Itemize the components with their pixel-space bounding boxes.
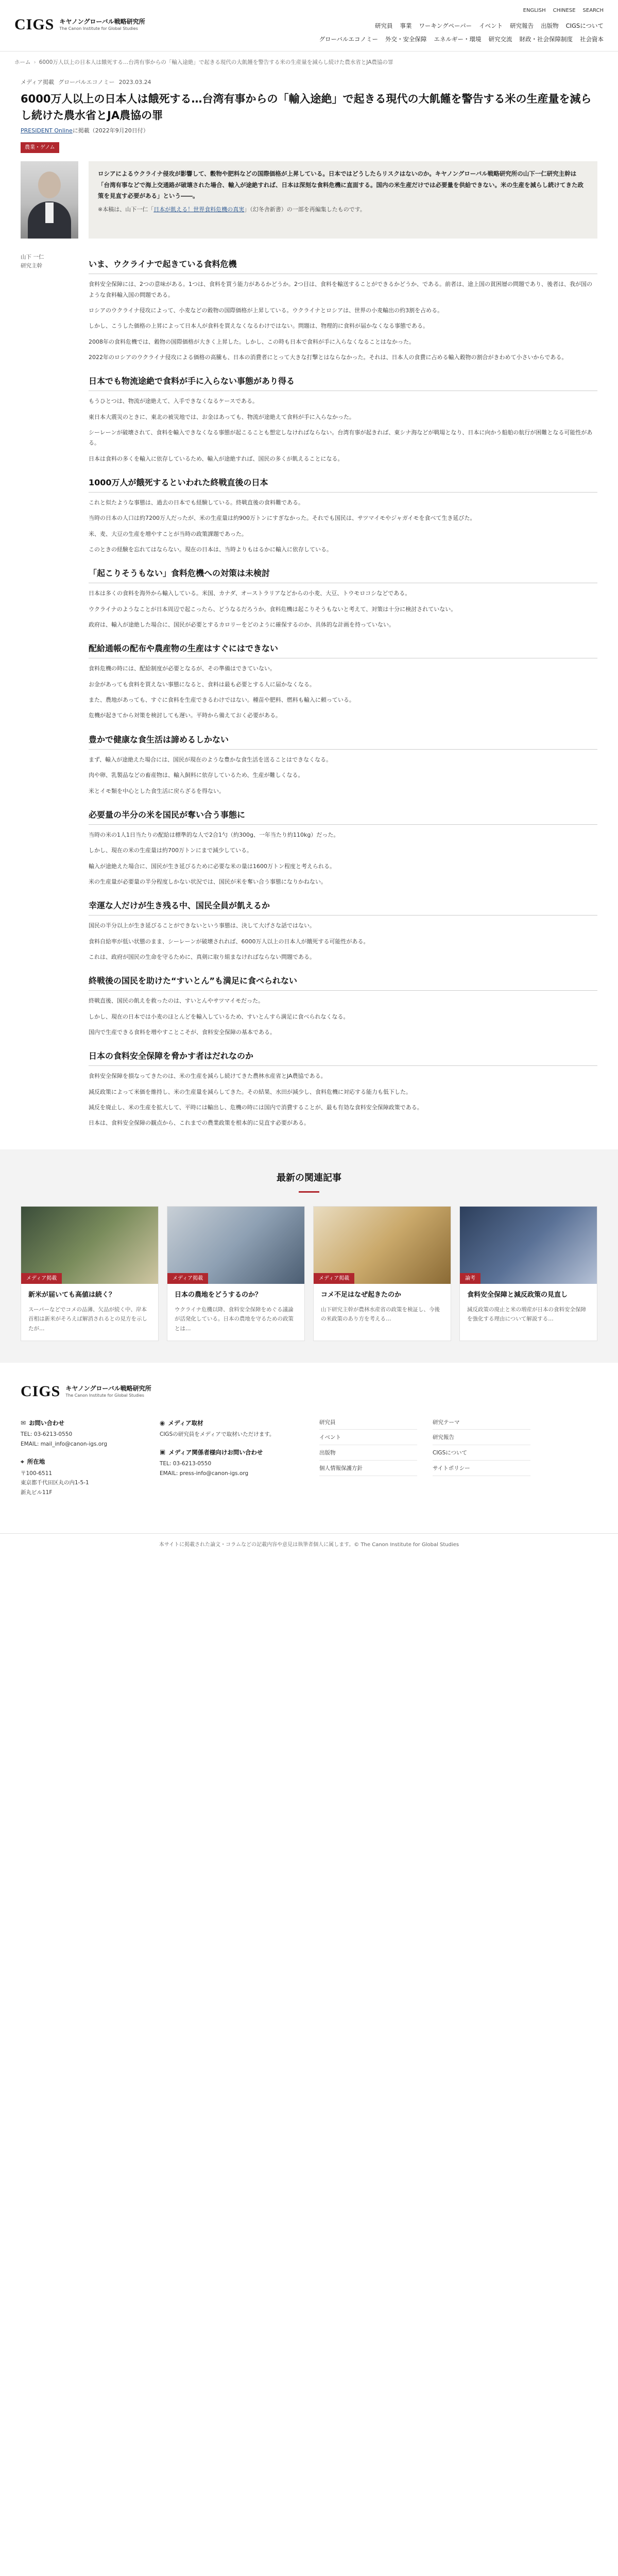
card-tag: メディア掲載 bbox=[21, 1273, 62, 1284]
article bbox=[21, 73, 597, 1129]
press-head[interactable]: メディア関係者様向けお問い合わせ bbox=[168, 1448, 263, 1456]
section-paragraph: 米とイモ類を中心とした食生活に戻らざるを得ない。 bbox=[89, 787, 225, 794]
section-paragraph: 終戦直後、国民の飢えを救ったのは、すいとんやサツマイモだった。 bbox=[89, 997, 264, 1005]
author-title: 研究主幹 bbox=[21, 263, 42, 269]
section-heading: 必要量の半分の米を国民が奪い合う事態に bbox=[89, 808, 597, 825]
related-title-underline bbox=[299, 1191, 319, 1193]
note-prefix: ※本稿は、山下一仁「 bbox=[98, 206, 154, 213]
nav-about[interactable]: CIGSについて bbox=[565, 22, 604, 29]
related-card[interactable] bbox=[313, 1206, 451, 1341]
section-paragraph: 日本は多くの食料を海外から輸入している。米国、カナダ、オーストラリアなどからの小麦、大豆、トウモロコシなどである。 bbox=[89, 590, 411, 597]
search-link[interactable]: SEARCH bbox=[582, 8, 604, 13]
card-image bbox=[167, 1207, 304, 1284]
section-paragraph: もうひとつは、物流が途絶えて、入手できなくなるケースである。 bbox=[89, 398, 259, 405]
related-card[interactable] bbox=[459, 1206, 597, 1341]
abstract-note bbox=[98, 205, 588, 215]
section-paragraph: お金があっても食料を買えない事態になると、食料は最も必要とする人に届かなくなる。 bbox=[89, 681, 315, 688]
section-paragraph: 肉や卵、乳製品などの畜産物は、輸入飼料に依存しているため、生産が難しくなる。 bbox=[89, 772, 304, 779]
lang-links bbox=[523, 6, 604, 15]
card-tag: メディア掲載 bbox=[314, 1273, 354, 1284]
card-image bbox=[21, 1207, 158, 1284]
card-tag: メディア掲載 bbox=[167, 1273, 208, 1284]
address-head: 所在地 bbox=[27, 1458, 45, 1466]
card-title[interactable]: 新米が届いても高値は続く？ bbox=[28, 1291, 116, 1299]
site-logo[interactable] bbox=[14, 11, 145, 39]
location-icon: ⌖ bbox=[21, 1458, 24, 1465]
footer-media bbox=[160, 1418, 304, 1505]
mail-icon: ✉ bbox=[21, 1419, 26, 1427]
footer-logo-ja: キヤノングローバル戦略研究所 bbox=[65, 1385, 151, 1393]
topic-diplomacy[interactable]: 外交・安全保障 bbox=[385, 36, 427, 43]
card-text: スーパーなどでコメの品薄、欠品が続く中、岸本首相は新米がそろえば解消されるとの見方を示したが… bbox=[28, 1306, 147, 1332]
card-title[interactable]: 食料安全保障と減反政策の見直し bbox=[467, 1291, 568, 1299]
address-postal: 〒100-6511 bbox=[21, 1470, 53, 1477]
related-card[interactable] bbox=[167, 1206, 305, 1341]
topic-nav bbox=[319, 34, 604, 44]
section-paragraph: 2008年の食料危機では、穀物の国際価格が大きく上昇した。しかし、この時も日本で食料が手に入らなくなることはなかった。 bbox=[89, 338, 415, 345]
site-header bbox=[0, 0, 618, 52]
section-paragraph: 減反を廃止し、米の生産を拡大して、平時には輸出し、危機の時には国内で消費することが、最も有効な食料安全保障政策である。 bbox=[89, 1104, 423, 1111]
article-category[interactable]: メディア掲載 bbox=[21, 79, 55, 86]
lang-link-chinese[interactable]: CHINESE bbox=[553, 8, 576, 13]
section-paragraph: しかし、こうした価格の上昇によって日本人が食料を買えなくなるわけではない。問題は、物理的に食料が届かなくなる事態である。 bbox=[89, 323, 428, 330]
section-paragraph: 食料安全保障には、2つの意味がある。1つは、食料を買う能力があるかどうか。2つ目は、食料を輸送することができるかどうか、である。前者は、途上国の貧困層の問題であり、後者は、我が国のような食料輸入国の問題である。 bbox=[89, 281, 592, 298]
breadcrumb bbox=[0, 52, 618, 73]
note-suffix: 」（幻冬舎新書）の一部を再編集したものです。 bbox=[244, 206, 366, 213]
abstract-text: ロシアによるウクライナ侵攻が影響して、穀物や肥料などの国際価格が上昇している。日本ではどうしたらリスクはないのか。キヤノングローバル戦略研究所の山下一仁研究主幹は「台湾有事などで海上交通路が破壊された場合、輸入が途絶すれば、日本は深刻な食料危機に直面する。国内の米生産だけでは必要量を供給できない。米の生産を減らし続けてきた政策を見直す必要がある」という――。 bbox=[98, 170, 583, 199]
related-card[interactable] bbox=[21, 1206, 159, 1341]
logo-text bbox=[59, 18, 145, 31]
footer-link[interactable]: サイトポリシー bbox=[433, 1464, 530, 1476]
page-title: 6000万人以上の日本人は餓死する…台湾有事からの「輸入途絶」で起きる現代の大飢饉を警告する米の生産量を減らし続けた農水省とJA農協の罪 bbox=[21, 93, 592, 122]
section-heading: 終戦後の国民を助けた“すいとん”も満足に食べられない bbox=[89, 974, 597, 991]
related-title: 最新の関連記事 bbox=[277, 1172, 341, 1183]
main-nav bbox=[375, 21, 604, 31]
section-paragraph: 危機が起きてから対策を検討しても遅い。平時から備えておく必要がある。 bbox=[89, 712, 281, 719]
card-text: ウクライナ危機以降、食料安全保障をめぐる議論が活発化している。日本の農地を守るための政策とは… bbox=[175, 1306, 294, 1332]
contact-tel: TEL: 03-6213-0550 bbox=[21, 1431, 73, 1438]
section-paragraph: まず、輸入が途絶えた場合には、国民が現在のような豊かな食生活を送ることはできなくなる。 bbox=[89, 756, 332, 763]
card-title[interactable]: コメ不足はなぜ起きたのか bbox=[321, 1291, 402, 1299]
section-paragraph: しかし、現在の日本では小麦のほとんどを輸入しているため、すいとんすら満足に食べられなくなる。 bbox=[89, 1013, 349, 1020]
section-paragraph: 2022年のロシアのウクライナ侵攻による価格の高騰も、日本の消費者にとって大きな打撃とはならなかった。それは、日本人の食費に占める輸入穀物の割合がきわめて小さいからである。 bbox=[89, 353, 568, 361]
media-head[interactable]: メディア取材 bbox=[168, 1419, 203, 1427]
section-paragraph: 米の生産量が必要量の半分程度しかない状況では、国民が米を奪い合う事態になりかねない。 bbox=[89, 878, 327, 885]
nav-researchers[interactable]: 研究員 bbox=[375, 22, 393, 29]
address-line2: 新丸ビル11F bbox=[21, 1489, 53, 1496]
section-paragraph: シーレーンが破壊されて、食料を輸入できなくなる事態が起こることも想定しなければならない。台湾有事が起きれば、東シナ海などが戦場となり、日本に向かう船舶の航行が困難となる可能性がある。 bbox=[89, 429, 593, 447]
section-paragraph: ウクライナのようなことが日本周辺で起こったら、どうなるだろうか。食料危機は起こりそうもないと考えて、対策は十分に検討されていない。 bbox=[89, 605, 457, 613]
section-heading: 日本でも物流途絶で食料が手に入らない事態があり得る bbox=[89, 374, 597, 391]
footer-logo-mark: CIGS bbox=[21, 1383, 61, 1400]
topic-fiscal[interactable]: 財政・社会保障制度 bbox=[519, 36, 573, 43]
related-section bbox=[0, 1149, 618, 1363]
media-text: CIGSの研究員をメディアで取材いただけます。 bbox=[160, 1431, 275, 1438]
section-paragraph: また、農地があっても、すぐに食料を生産できるわけではない。種苗や肥料、燃料も輸入に頼っている。 bbox=[89, 697, 355, 704]
section-paragraph: 食料安全保障を損なってきたのは、米の生産を減らし続けてきた農林水産省とJA農協である。 bbox=[89, 1073, 327, 1080]
footer-link[interactable]: 研究員 bbox=[319, 1418, 417, 1430]
logo-mark: CIGS bbox=[14, 16, 55, 33]
article-field[interactable]: グローバルエコノミー bbox=[58, 79, 115, 86]
card-title[interactable]: 日本の農地をどうするのか？ bbox=[175, 1291, 262, 1299]
topic-infrastructure[interactable]: 社会資本 bbox=[580, 36, 604, 43]
address-line1: 東京都千代田区丸の内1-5-1 bbox=[21, 1480, 89, 1486]
abstract-box bbox=[89, 161, 597, 239]
section-heading: 1000万人が餓死するといわれた終戦直後の日本 bbox=[89, 476, 597, 493]
card-text: 減反政策の廃止と米の増産が日本の食料安全保障を強化する理由について解説する… bbox=[467, 1306, 586, 1323]
section-paragraph: 減反政策によって米価を維持し、米の生産量を減らしてきた。その結果、水田が減少し、食料危機に対応する能力も低下した。 bbox=[89, 1088, 411, 1095]
nav-working-papers[interactable]: ワーキングペーパー bbox=[419, 22, 472, 29]
section-paragraph: 輸入が途絶えた場合に、国民が生き延びるために必要な米の量は1600万トン程度と考えられる。 bbox=[89, 862, 335, 870]
section-heading: 幸運な人だけが生き残る中、国民全員が飢えるか bbox=[89, 899, 597, 916]
lang-link-english[interactable]: ENGLISH bbox=[523, 8, 546, 13]
section-heading: 豊かで健康な食生活は諦めるしかない bbox=[89, 733, 597, 750]
camera-icon: ◉ bbox=[160, 1419, 165, 1427]
section-paragraph: ロシアのウクライナ侵攻によって、小麦などの穀物の国際価格が上昇している。ウクライナとロシアは、世界の小麦輸出の約3割を占める。 bbox=[89, 307, 443, 314]
footer-logo[interactable] bbox=[21, 1378, 597, 1405]
topic-tag[interactable]: 農業・ゲノム bbox=[21, 142, 59, 154]
nav-publications[interactable]: 出版物 bbox=[541, 22, 559, 29]
card-text: 山下研究主幹が農林水産省の政策を検証し、今後の米政策のあり方を考える… bbox=[321, 1306, 440, 1323]
breadcrumb-home[interactable]: ホーム bbox=[14, 59, 31, 65]
topic-energy[interactable]: エネルギー・環境 bbox=[434, 36, 482, 43]
press-icon: ▣ bbox=[160, 1448, 166, 1456]
breadcrumb-current: 6000万人以上の日本人は餓死する…台湾有事からの「輸入途絶」で起きる現代の大飢饉を警告する米の生産量を減らし続けた農水省とJA農協の罪 bbox=[39, 59, 393, 65]
footer-link[interactable]: 研究報告 bbox=[433, 1433, 530, 1445]
section-paragraph: 日本は、食料安全保障の観点から、これまでの農業政策を根本的に見直す必要がある。 bbox=[89, 1120, 310, 1127]
section-paragraph: このときの経験を忘れてはならない。現在の日本は、当時よりもはるかに輸入に依存している。 bbox=[89, 546, 332, 553]
section-paragraph: しかし、現在の米の生産量は約700万トンにまで減少している。 bbox=[89, 847, 252, 854]
footer-link[interactable]: 個人情報保護方針 bbox=[319, 1464, 417, 1476]
section-paragraph: 当時の米の1人1日当たりの配給は標準的な人で2合1勺（約300g、一年当たり約110kg）だった。 bbox=[89, 831, 339, 838]
footer-link[interactable]: 研究テーマ bbox=[433, 1418, 530, 1430]
section-heading: 配給通帳の配布や農産物の生産はすぐにはできない bbox=[89, 641, 597, 658]
source-suffix: に掲載（2022年9月20日付） bbox=[72, 127, 149, 134]
section-paragraph: 日本は食料の多くを輸入に依存しているため、輸入が途絶すれば、国民の多くが飢えることになる。 bbox=[89, 455, 344, 462]
author-meta bbox=[21, 253, 78, 270]
topic-exchange[interactable]: 研究交流 bbox=[488, 36, 512, 43]
article-meta bbox=[21, 77, 597, 87]
book-link[interactable]: 日本が飢える！世界食料危機の真実 bbox=[153, 206, 245, 213]
section-heading: いま、ウクライナで起きている食料危機 bbox=[89, 257, 597, 274]
breadcrumb-separator: › bbox=[33, 59, 36, 65]
footer-contact bbox=[21, 1418, 144, 1505]
section-paragraph: これと似たような事態は、過去の日本でも経験している。終戦直後の食料難である。 bbox=[89, 499, 304, 506]
footer-links-2 bbox=[433, 1418, 530, 1505]
footer-link[interactable]: CIGSについて bbox=[433, 1448, 530, 1461]
topic-global-economy[interactable]: グローバルエコノミー bbox=[319, 36, 378, 43]
footer-link[interactable]: 出版物 bbox=[319, 1448, 417, 1461]
nav-events[interactable]: イベント bbox=[479, 22, 503, 29]
section-heading: 日本の食料安全保障を脅かす者はだれなのか bbox=[89, 1049, 597, 1066]
related-cards bbox=[21, 1206, 597, 1341]
author-photo bbox=[21, 161, 78, 239]
site-footer bbox=[0, 1363, 618, 1556]
section-paragraph: これは、政府が国民の生命を守るために、真剣に取り組まなければならない問題である。 bbox=[89, 953, 315, 960]
nav-projects[interactable]: 事業 bbox=[400, 22, 412, 29]
section-paragraph: 国民の半分以上が生き延びることができないという事態は、決して大げさな話ではない。 bbox=[89, 922, 315, 929]
source-link[interactable]: PRESIDENT Online bbox=[21, 127, 73, 134]
author-name[interactable]: 山下 一仁 bbox=[21, 254, 44, 261]
section-paragraph: 食料自給率が低い状態のまま、シーレーンが破壊されれば、6000万人以上の日本人が餓死する可能性がある。 bbox=[89, 938, 369, 945]
section-paragraph: 食料危機の時には、配給制度が必要となるが、その準備はできていない。 bbox=[89, 665, 276, 672]
card-image bbox=[314, 1207, 451, 1284]
article-body bbox=[89, 257, 597, 1128]
contact-email[interactable]: EMAIL: mail_info@canon-igs.org bbox=[21, 1441, 107, 1448]
press-email[interactable]: EMAIL: press-info@canon-igs.org bbox=[160, 1470, 249, 1477]
logo-ja: キヤノングローバル戦略研究所 bbox=[59, 18, 145, 26]
contact-head: お問い合わせ bbox=[29, 1419, 65, 1427]
footer-link[interactable]: イベント bbox=[319, 1433, 417, 1445]
logo-en: The Canon Institute for Global Studies bbox=[59, 26, 138, 31]
press-tel: TEL: 03-6213-0550 bbox=[160, 1460, 212, 1467]
section-paragraph: 国内で生産できる食料を増やすことこそが、食料安全保障の基本である。 bbox=[89, 1028, 276, 1036]
copyright: 本サイトに掲載された論文・コラムなどの記載内容や意見は執筆者個人に属します。© The Canon Institute for Global Studies bbox=[0, 1533, 618, 1556]
footer-logo-text bbox=[65, 1385, 151, 1398]
article-date: 2023.03.24 bbox=[118, 79, 151, 86]
card-tag: 論考 bbox=[460, 1273, 480, 1284]
section-paragraph: 東日本大震災のときに、東北の被災地では、お金はあっても、物流が途絶えて食料が手に入らなかった。 bbox=[89, 413, 355, 420]
section-paragraph: 米、麦、大豆の生産を増やすことが当時の政策課題であった。 bbox=[89, 530, 247, 537]
article-source bbox=[21, 126, 597, 135]
footer-columns bbox=[21, 1418, 597, 1505]
footer-links-1 bbox=[319, 1418, 417, 1505]
footer-logo-en: The Canon Institute for Global Studies bbox=[65, 1393, 144, 1398]
card-image bbox=[460, 1207, 597, 1284]
section-paragraph: 政府は、輸入が途絶した場合に、国民が必要とするカロリーをどのように確保するのか、具体的な計画を持っていない。 bbox=[89, 621, 394, 629]
nav-reports[interactable]: 研究報告 bbox=[510, 22, 534, 29]
section-paragraph: 当時の日本の人口は約7200万人だったが、米の生産量は約900万トンにすぎなかった。それでも国民は、サツマイモやジャガイモを食べて生き延びた。 bbox=[89, 515, 476, 522]
section-heading: 「起こりそうもない」食料危機への対策は未検討 bbox=[89, 566, 597, 583]
